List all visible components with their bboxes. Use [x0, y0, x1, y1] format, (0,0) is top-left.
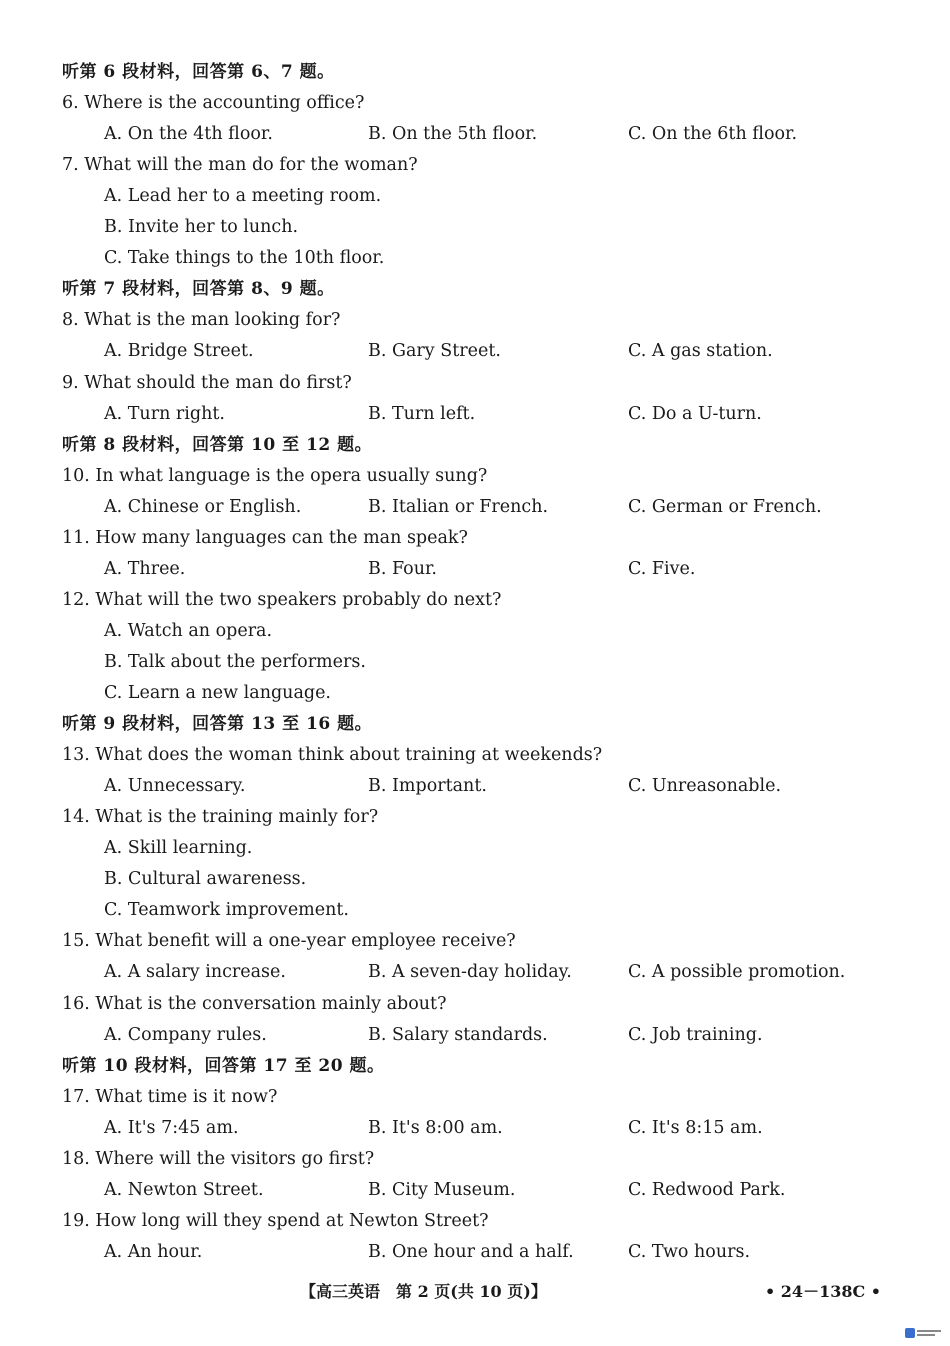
answer-option: B. Four. [368, 559, 437, 579]
answer-option: A. An hour. [104, 1242, 203, 1262]
answer-option: C. A possible promotion. [628, 962, 846, 982]
question-stem: 10. In what language is the opera usually sung? [62, 466, 488, 486]
answer-option: B. One hour and a half. [368, 1242, 574, 1262]
answer-option: B. Important. [368, 776, 487, 796]
answer-option: B. City Museum. [368, 1180, 516, 1200]
answer-option: C. On the 6th floor. [628, 124, 798, 144]
answer-option: A. It's 7:45 am. [104, 1118, 239, 1138]
question-stem: 17. What time is it now? [62, 1087, 278, 1107]
answer-option: B. Italian or French. [368, 497, 549, 517]
answer-option: B. Salary standards. [368, 1025, 548, 1045]
answer-option: A. Watch an opera. [104, 621, 273, 641]
answer-option: C. Learn a new language. [104, 683, 331, 703]
question-stem: 16. What is the conversation mainly about? [62, 994, 447, 1014]
question-stem: 18. Where will the visitors go first? [62, 1149, 375, 1169]
answer-option: C. Teamwork improvement. [104, 900, 349, 920]
answer-option: A. On the 4th floor. [104, 124, 273, 144]
answer-option: B. Invite her to lunch. [104, 217, 299, 237]
answer-option: A. Company rules. [104, 1025, 267, 1045]
question-stem: 13. What does the woman think about training at weekends? [62, 745, 603, 765]
section-heading: 听第 7 段材料，回答第 8、9 题。 [62, 279, 335, 299]
answer-option: B. A seven-day holiday. [368, 962, 572, 982]
answer-option: C. German or French. [628, 497, 822, 517]
answer-option: A. Skill learning. [104, 838, 253, 858]
paper-code: • 24－138C • [765, 1282, 881, 1301]
answer-option: C. Job training. [628, 1025, 763, 1045]
answer-option: C. Unreasonable. [628, 776, 782, 796]
answer-option: B. Gary Street. [368, 341, 501, 361]
answer-option: B. On the 5th floor. [368, 124, 538, 144]
question-stem: 14. What is the training mainly for? [62, 807, 379, 827]
question-stem: 9. What should the man do first? [62, 373, 352, 393]
answer-option: C. A gas station. [628, 341, 773, 361]
question-stem: 19. How long will they spend at Newton Street? [62, 1211, 489, 1231]
answer-option: A. Bridge Street. [104, 341, 254, 361]
section-heading: 听第 6 段材料，回答第 6、7 题。 [62, 62, 335, 82]
answer-option: A. A salary increase. [104, 962, 286, 982]
section-heading: 听第 8 段材料，回答第 10 至 12 题。 [62, 435, 373, 455]
answer-option: C. Take things to the 10th floor. [104, 248, 385, 268]
question-stem: 11. How many languages can the man speak? [62, 528, 468, 548]
question-stem: 7. What will the man do for the woman? [62, 155, 418, 175]
answer-option: A. Unnecessary. [104, 776, 246, 796]
answer-option: A. Turn right. [104, 404, 225, 424]
answer-option: B. Turn left. [368, 404, 476, 424]
answer-option: C. Redwood Park. [628, 1180, 786, 1200]
answer-option: A. Lead her to a meeting room. [104, 186, 382, 206]
answer-option: A. Three. [104, 559, 186, 579]
question-stem: 15. What benefit will a one-year employee receive? [62, 931, 516, 951]
question-stem: 6. Where is the accounting office? [62, 93, 365, 113]
publisher-logo-icon [905, 1327, 943, 1339]
answer-option: B. It's 8:00 am. [368, 1118, 503, 1138]
section-heading: 听第 10 段材料，回答第 17 至 20 题。 [62, 1056, 385, 1076]
answer-option: C. Do a U-turn. [628, 404, 762, 424]
question-stem: 12. What will the two speakers probably do next? [62, 590, 502, 610]
section-heading: 听第 9 段材料，回答第 13 至 16 题。 [62, 714, 373, 734]
answer-option: A. Chinese or English. [104, 497, 302, 517]
answer-option: A. Newton Street. [104, 1180, 264, 1200]
page-footer-label: 【高三英语 第 2 页(共 10 页)】 [300, 1282, 547, 1301]
answer-option: B. Talk about the performers. [104, 652, 366, 672]
question-stem: 8. What is the man looking for? [62, 310, 341, 330]
answer-option: C. Five. [628, 559, 696, 579]
answer-option: C. Two hours. [628, 1242, 751, 1262]
answer-option: C. It's 8:15 am. [628, 1118, 763, 1138]
answer-option: B. Cultural awareness. [104, 869, 307, 889]
